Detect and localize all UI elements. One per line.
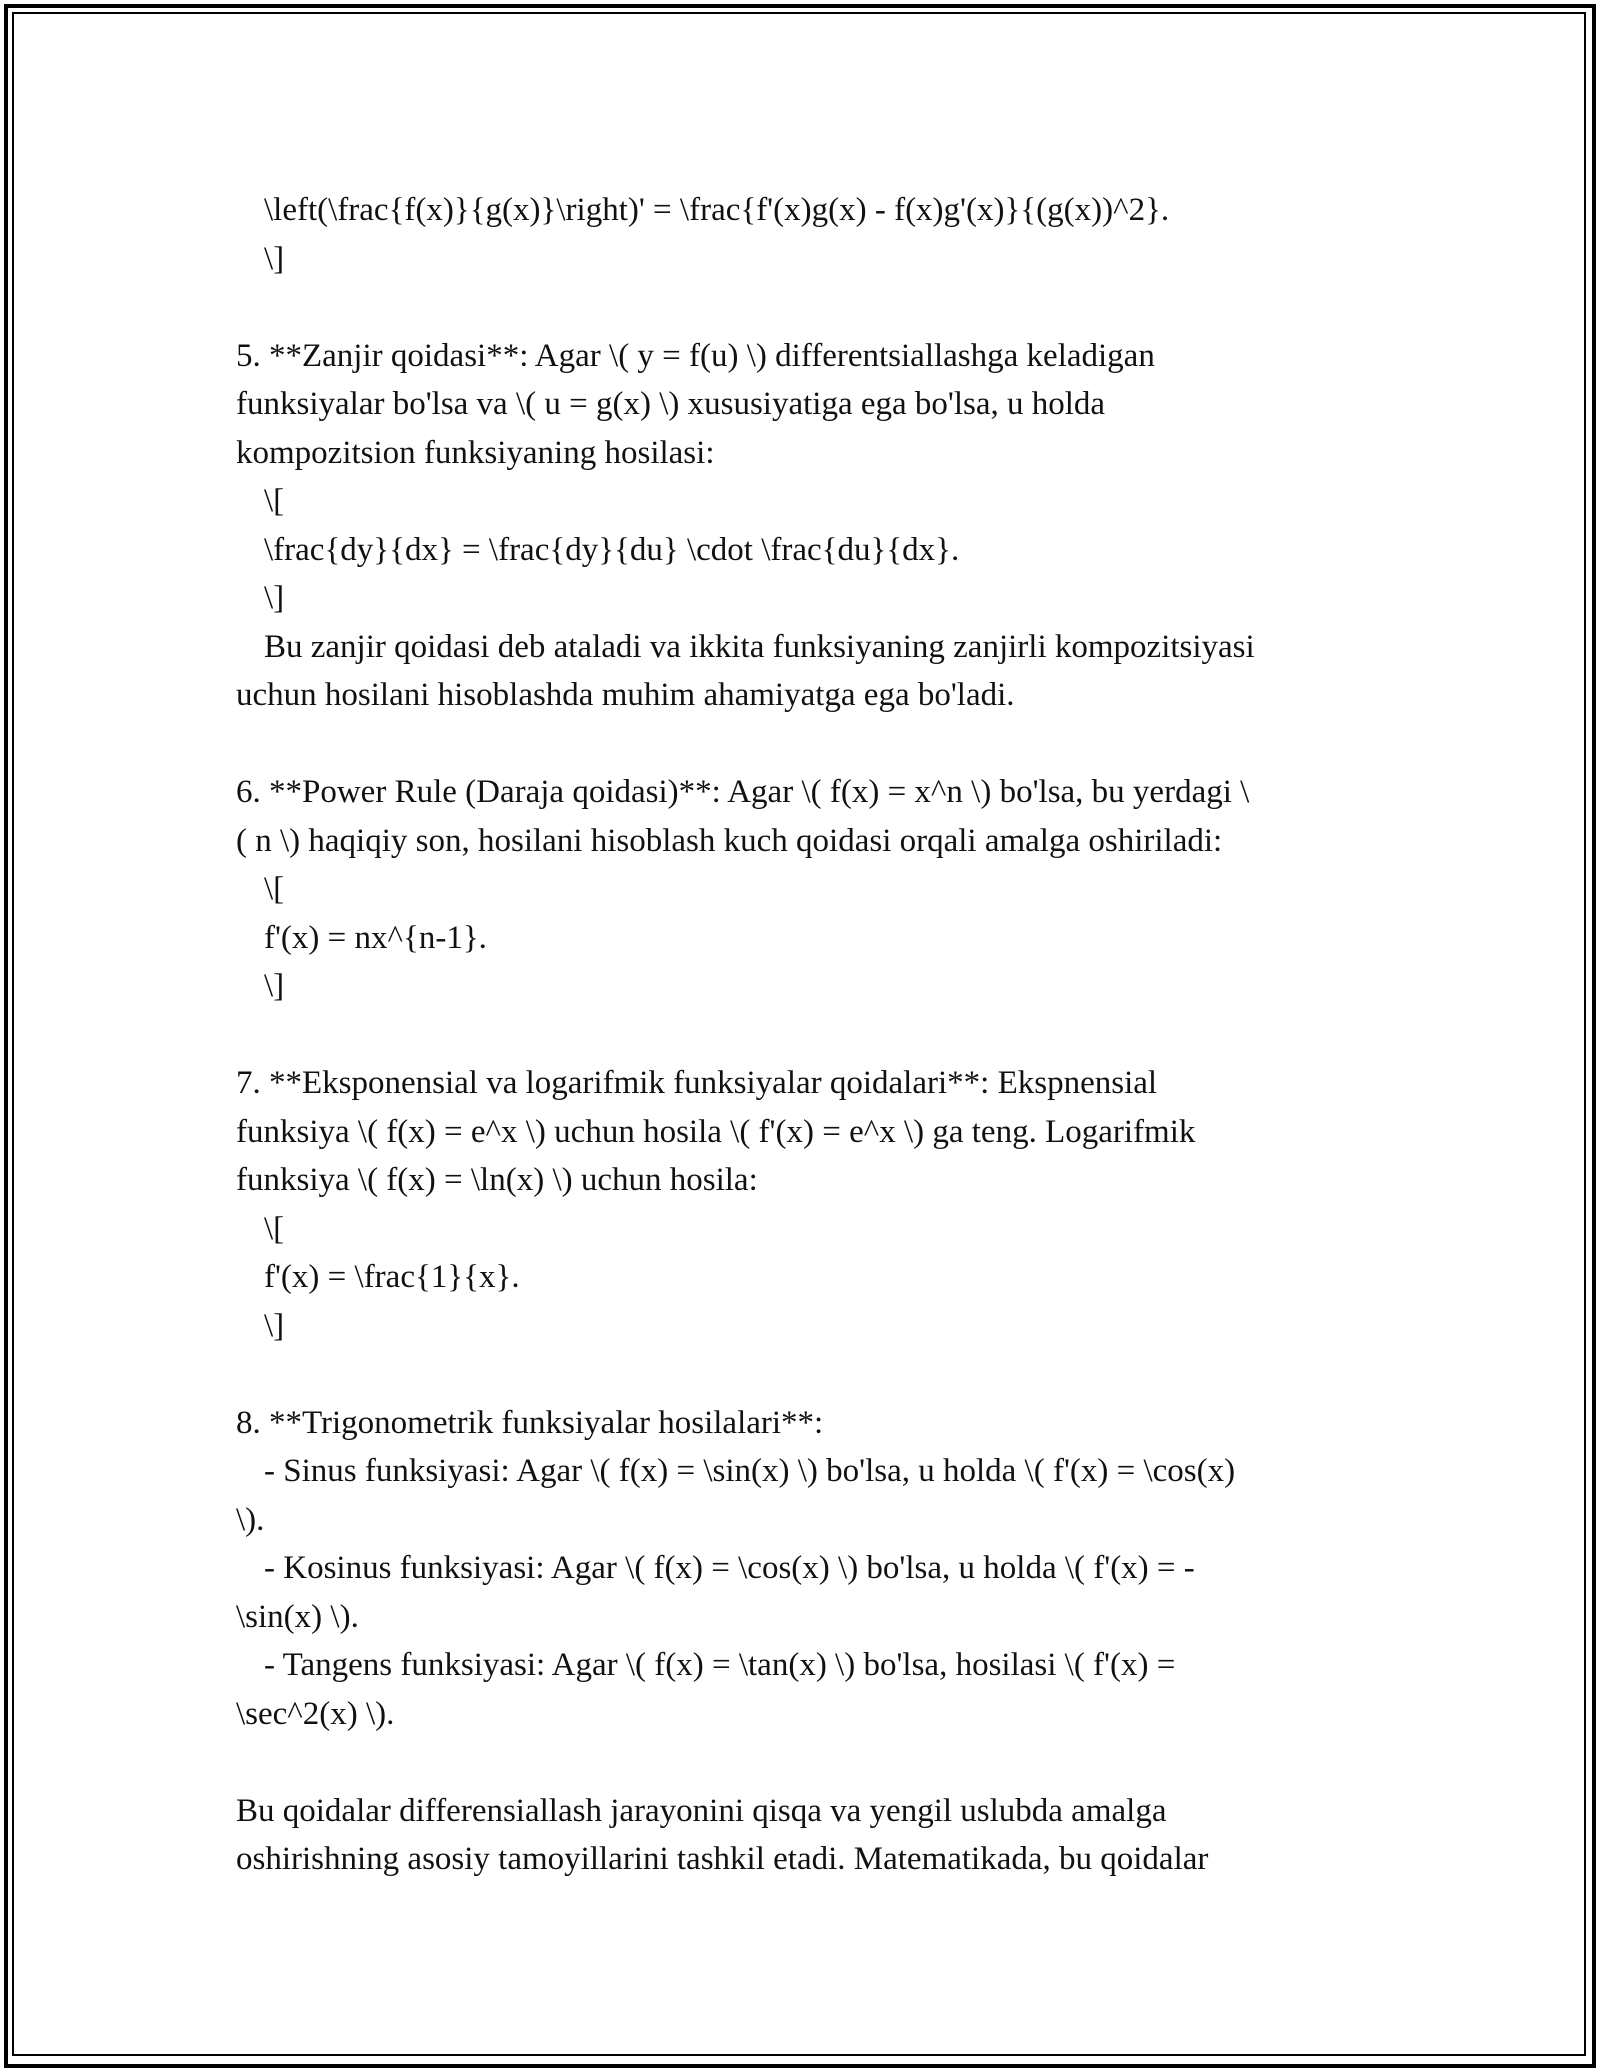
display-math-close: \] xyxy=(264,580,285,616)
tangent-derivative-item: \sec^2(x) \). xyxy=(236,1695,395,1732)
paragraph-gap xyxy=(236,720,1396,769)
exp-log-rule-text: 7. **Eksponensial va logarifmik funksiyalar qoidalari**: Ekspnensial xyxy=(236,1065,1158,1101)
conclusion-text: Bu qoidalar differensiallash jarayonini qisqa va yengil uslubda amalga xyxy=(236,1792,1167,1829)
conclusion-text: oshirishning asosiy tamoyillarini tashkil etadi. Matematikada, bu qoidalar xyxy=(236,1841,1209,1877)
display-math-open: \[ xyxy=(264,483,285,519)
exp-log-rule-text: funksiya \( f(x) = e^x \) uchun hosila \( f'(x) = e^x \) ga teng. Logarifmik xyxy=(236,1113,1196,1150)
chain-rule-text: 5. **Zanjir qoidasi**: Agar \( y = f(u) \) differentsiallashga keladigan xyxy=(236,337,1155,374)
exp-log-rule-text: funksiya \( f(x) = \ln(x) \) uchun hosila: xyxy=(236,1162,758,1198)
chain-rule-note: uchun hosilani hisoblashda muhim ahamiyatga ega bo'ladi. xyxy=(236,677,1015,713)
cosine-derivative-item: - Kosinus funksiyasi: Agar \( f(x) = \cos(x) \) bo'lsa, u holda \( f'(x) = - xyxy=(264,1550,1195,1586)
document-body xyxy=(236,186,1396,1884)
cosine-derivative-item: \sin(x) \). xyxy=(236,1598,359,1635)
paragraph-gap xyxy=(236,1011,1396,1060)
quotient-rule-formula: \left(\frac{f(x)}{g(x)}\right)' = \frac{f'(x)g(x) - f(x)g'(x)}{(g(x))^2}. xyxy=(264,192,1170,228)
trig-rules-title: 8. **Trigonometrik funksiyalar hosilalari**: xyxy=(236,1404,824,1441)
sine-derivative-item: - Sinus funksiyasi: Agar \( f(x) = \sin(x) \) bo'lsa, u holda \( f'(x) = \cos(x) xyxy=(264,1453,1236,1489)
power-rule-text: ( n \) haqiqiy son, hosilani hisoblash kuch qoidasi orqali amalga oshiriladi: xyxy=(236,822,1223,859)
display-math-close: \] xyxy=(264,240,285,277)
chain-rule-text: kompozitsion funksiyaning hosilasi: xyxy=(236,434,715,471)
chain-rule-note: Bu zanjir qoidasi deb ataladi va ikkita funksiyaning zanjirli kompozitsiyasi xyxy=(264,628,1255,665)
power-rule-formula: f'(x) = nx^{n-1}. xyxy=(264,919,487,956)
display-math-open: \[ xyxy=(264,1210,285,1247)
sine-derivative-item: \). xyxy=(236,1501,265,1538)
chain-rule-text: funksiyalar bo'lsa va \( u = g(x) \) xususiyatiga ega bo'lsa, u holda xyxy=(236,386,1106,422)
chain-rule-formula: \frac{dy}{dx} = \frac{dy}{du} \cdot \frac{du}{dx}. xyxy=(264,531,960,568)
display-math-close: \] xyxy=(264,968,285,1004)
tangent-derivative-item: - Tangens funksiyasi: Agar \( f(x) = \tan(x) \) bo'lsa, hosilasi \( f'(x) = xyxy=(264,1647,1176,1683)
paragraph-gap xyxy=(236,1738,1396,1787)
paragraph-gap xyxy=(236,283,1396,332)
power-rule-text: 6. **Power Rule (Daraja qoidasi)**: Agar \( f(x) = x^n \) bo'lsa, bu yerdagi \ xyxy=(236,774,1250,810)
display-math-close: \] xyxy=(264,1307,285,1344)
paragraph-gap xyxy=(236,1350,1396,1399)
log-derivative-formula: f'(x) = \frac{1}{x}. xyxy=(264,1259,520,1295)
display-math-open: \[ xyxy=(264,871,285,907)
